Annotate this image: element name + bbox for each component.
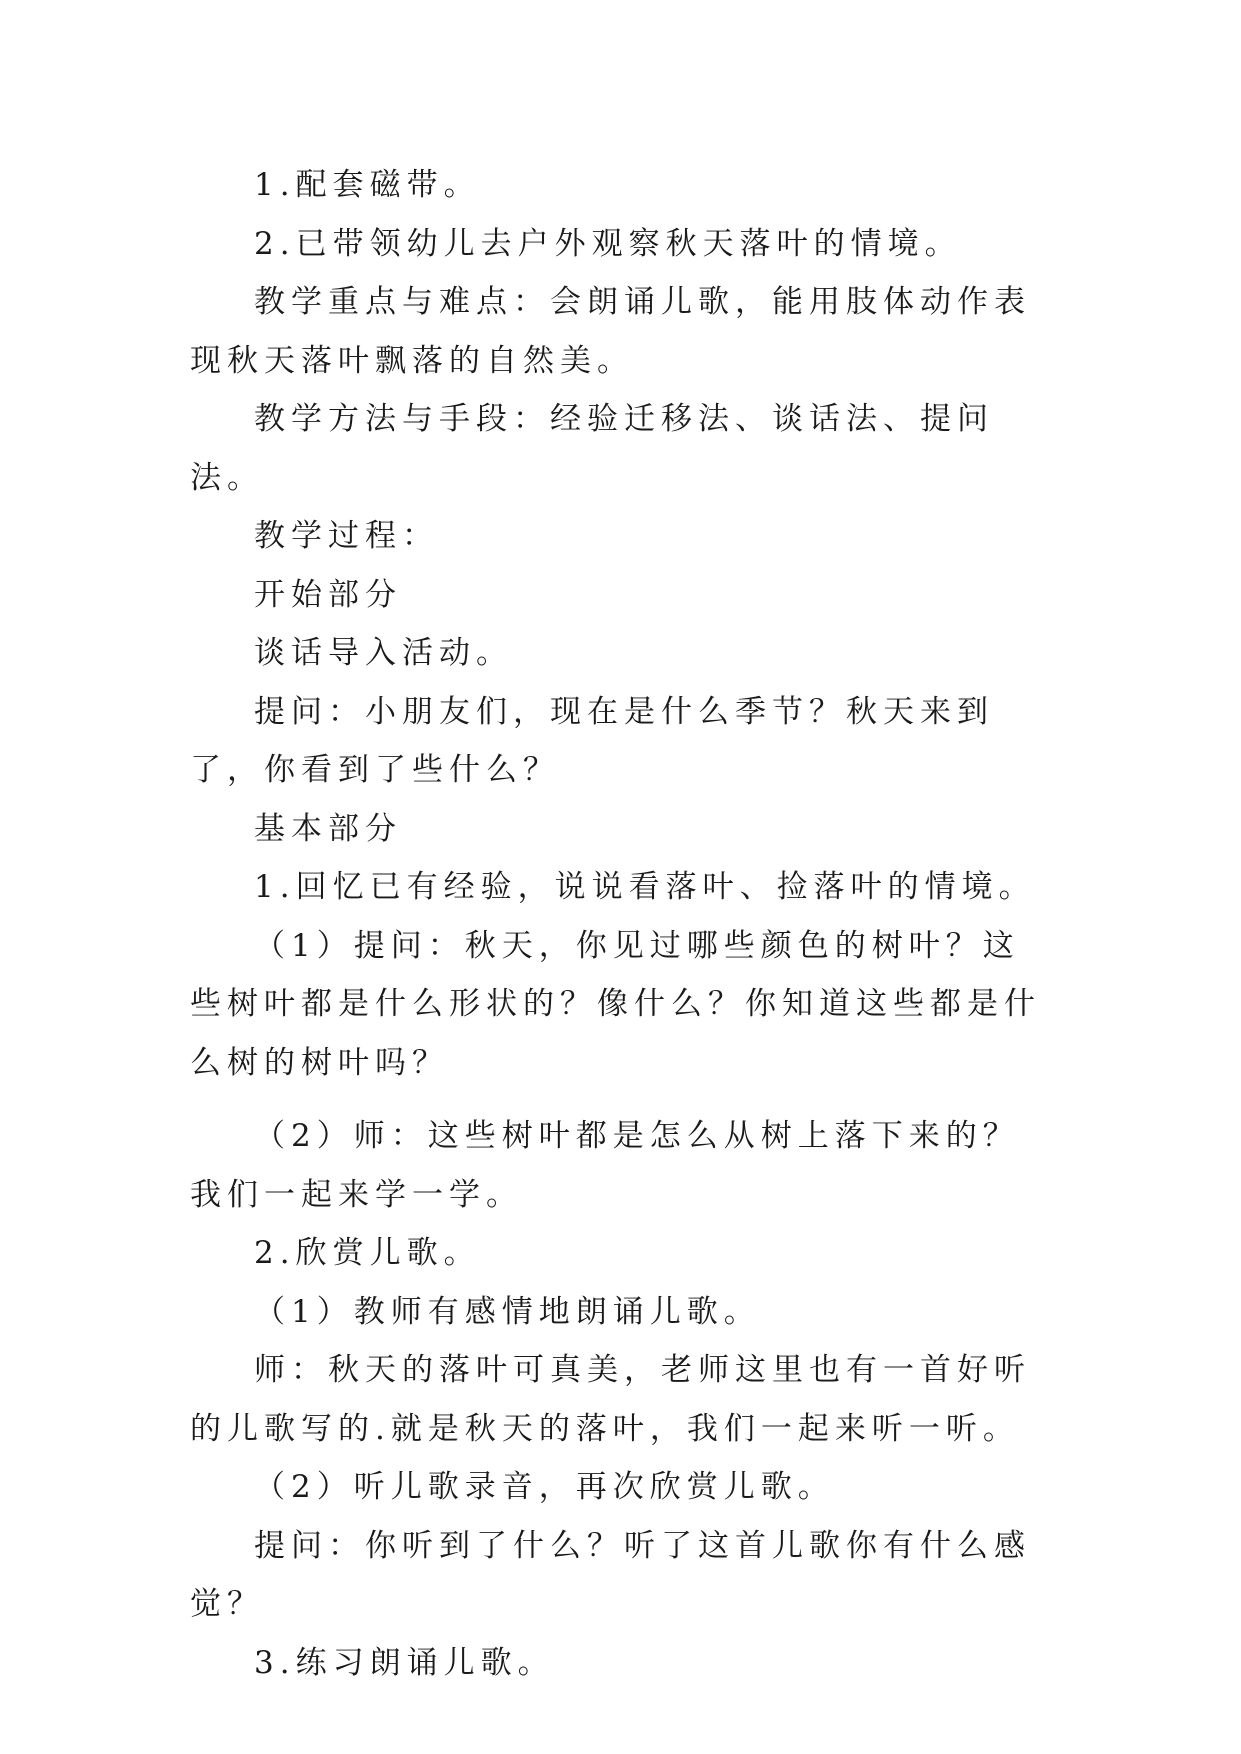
paragraph-appreciate-song: 2.欣赏儿歌。 (254, 1235, 481, 1271)
paragraph-methods: 教学方法与手段：经验迁移法、谈话法、提问法。 (190, 401, 994, 496)
paragraph-listen-recording: （2）听儿歌录音，再次欣赏儿歌。 (254, 1469, 835, 1505)
paragraph-opening-section: 开始部分 (254, 576, 402, 613)
paragraph-practice-recite: 3.练习朗诵儿歌。 (254, 1644, 555, 1681)
paragraph-process-heading: 教学过程： (254, 518, 439, 554)
paragraph-material-tape: 1.配套磁带。 (254, 167, 481, 203)
paragraph-leaf-falling: （2）师：这些树叶都是怎么从树上落下来的？我们一起来学一学。 (190, 1118, 1020, 1213)
document-body (190, 156, 1050, 1692)
paragraph-teacher-speech: 师：秋天的落叶可真美，老师这里也有一首好听的儿歌写的.就是秋天的落叶，我们一起来听一听。 (190, 1352, 1031, 1447)
paragraph-basic-section: 基本部分 (254, 810, 402, 847)
paragraph-teacher-recite: （1）教师有感情地朗诵儿歌。 (254, 1293, 761, 1330)
paragraph-recall-experience: 1.回忆已有经验，说说看落叶、捡落叶的情境。 (254, 869, 1036, 905)
paragraph-season-question: 提问：小朋友们，现在是什么季节？秋天来到了，你看到了些什么？ (190, 693, 994, 788)
paragraph-intro-activity: 谈话导入活动。 (254, 635, 513, 671)
paragraph-key-points: 教学重点与难点：会朗诵儿歌，能用肢体动作表现秋天落叶飘落的自然美。 (190, 284, 1031, 379)
paragraph-material-outing: 2.已带领幼儿去户外观察秋天落叶的情境。 (254, 225, 962, 262)
paragraph-feeling-question: 提问：你听到了什么？听了这首儿歌你有什么感觉？ (190, 1527, 1031, 1622)
paragraph-leaf-question: （1）提问：秋天，你见过哪些颜色的树叶？这些树叶都是什么形状的？像什么？你知道这些都是什么树的树叶吗？ (190, 927, 1041, 1081)
